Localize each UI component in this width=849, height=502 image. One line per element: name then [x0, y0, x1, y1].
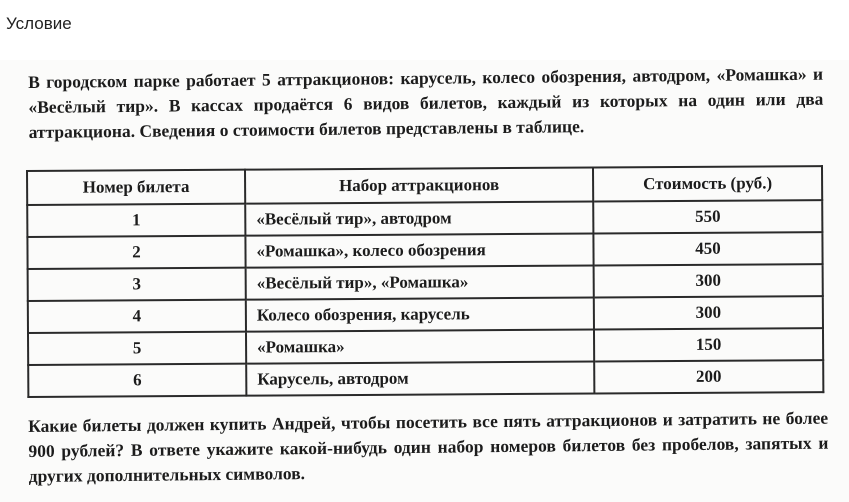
attractions-cell: «Ромашка», колесо обозрения	[245, 234, 593, 268]
section-title: Условие	[6, 14, 72, 33]
cost-cell: 300	[594, 296, 823, 329]
ticket-number-cell: 5	[28, 332, 246, 365]
table-header-row	[27, 166, 822, 205]
table-row	[28, 360, 823, 397]
attractions-cell: Колесо обозрения, карусель	[246, 298, 594, 332]
attractions-cell: «Весёлый тир», автодром	[245, 202, 593, 236]
column-header-ticket-number: Номер билета	[27, 170, 245, 205]
ticket-number-cell: 1	[27, 204, 245, 237]
ticket-number-cell: 3	[28, 268, 246, 301]
table-row	[28, 264, 823, 301]
table-row	[27, 200, 822, 237]
cost-cell: 550	[593, 200, 822, 233]
column-header-attractions: Набор аттракционов	[245, 168, 593, 204]
ticket-number-cell: 2	[27, 236, 245, 269]
problem-question-text: Какие билеты должен купить Андрей, чтобы посетить все пять аттракционов и затратить не более 900 рублей? В ответе укажите какой-нибудь один набор номеров билетов без пробелов, запятых и других дополнительных символов.	[28, 407, 829, 486]
ticket-number-cell: 4	[28, 300, 246, 333]
table-row	[28, 296, 823, 333]
attractions-cell: «Ромашка»	[246, 330, 594, 364]
ticket-number-cell: 6	[28, 364, 246, 397]
cost-cell: 150	[594, 328, 823, 361]
table-row	[28, 328, 823, 365]
tickets-table	[26, 165, 824, 398]
attractions-cell: «Весёлый тир», «Ромашка»	[246, 266, 594, 300]
column-header-cost: Стоимость (руб.)	[593, 166, 822, 201]
cost-cell: 300	[594, 264, 823, 297]
problem-intro-text: В городском парке работает 5 аттракционов: карусель, колесо обозрения, автодром, «Ромашка» и «Весёлый тир». В кассах продаётся 6 видов билетов, каждый из которых на один или два аттракциона. Сведения о стоимости билетов представлены в таблице.	[28, 63, 824, 142]
tickets-table-container	[26, 165, 824, 398]
cost-cell: 450	[593, 232, 822, 265]
table-row	[27, 232, 822, 269]
cost-cell: 200	[594, 360, 823, 393]
attractions-cell: Карусель, автодром	[246, 362, 594, 396]
